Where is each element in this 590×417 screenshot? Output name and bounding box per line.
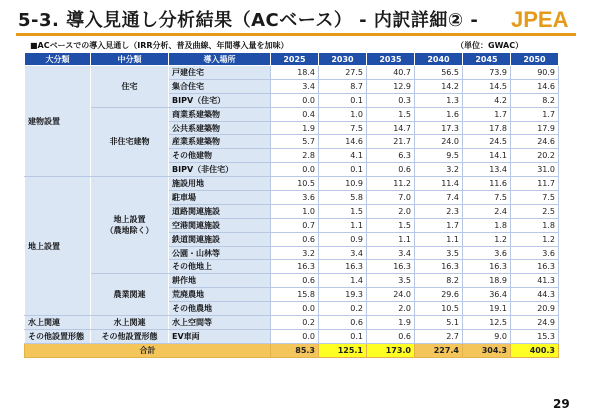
value-cell: 14.1 <box>463 149 511 163</box>
value-cell: 2.0 <box>367 302 415 316</box>
value-cell: 14.5 <box>463 79 511 93</box>
place-cell: 戸建住宅 <box>169 66 271 80</box>
total-value-cell: 227.4 <box>415 343 463 357</box>
total-value-cell: 173.0 <box>367 343 415 357</box>
value-cell: 15.3 <box>511 329 559 343</box>
value-cell: 18.9 <box>463 274 511 288</box>
value-cell: 13.4 <box>463 163 511 177</box>
value-cell: 5.7 <box>271 135 319 149</box>
total-label: 合計 <box>25 343 271 357</box>
value-cell: 7.5 <box>463 191 511 205</box>
value-cell: 1.8 <box>463 218 511 232</box>
value-cell: 5.8 <box>319 191 367 205</box>
place-cell: 産業系建築物 <box>169 135 271 149</box>
value-cell: 1.0 <box>271 204 319 218</box>
value-cell: 0.2 <box>271 316 319 330</box>
value-cell: 11.6 <box>463 177 511 191</box>
value-cell: 2.5 <box>511 204 559 218</box>
subcategory-cell: 水上関連 <box>91 316 169 330</box>
value-cell: 20.9 <box>511 302 559 316</box>
value-cell: 7.4 <box>415 191 463 205</box>
place-cell: 水上空間等 <box>169 316 271 330</box>
value-cell: 1.7 <box>415 218 463 232</box>
place-cell: 集合住宅 <box>169 79 271 93</box>
value-cell: 3.6 <box>463 246 511 260</box>
value-cell: 21.7 <box>367 135 415 149</box>
value-cell: 14.7 <box>367 121 415 135</box>
value-cell: 36.4 <box>463 288 511 302</box>
table-row <box>25 274 559 288</box>
value-cell: 7.5 <box>511 191 559 205</box>
value-cell: 3.6 <box>271 191 319 205</box>
col-header: 2045 <box>463 53 511 66</box>
place-cell: 空港関連施設 <box>169 218 271 232</box>
value-cell: 90.9 <box>511 66 559 80</box>
value-cell: 6.3 <box>367 149 415 163</box>
value-cell: 4.1 <box>319 149 367 163</box>
value-cell: 16.3 <box>415 260 463 274</box>
value-cell: 1.1 <box>319 218 367 232</box>
value-cell: 0.2 <box>319 302 367 316</box>
place-cell: BIPV（住宅） <box>169 93 271 107</box>
total-value-cell: 400.3 <box>511 343 559 357</box>
value-cell: 8.2 <box>415 274 463 288</box>
value-cell: 16.3 <box>319 260 367 274</box>
value-cell: 2.7 <box>415 329 463 343</box>
category-cell: 地上設置 <box>25 177 91 316</box>
value-cell: 1.7 <box>463 107 511 121</box>
col-header: 2040 <box>415 53 463 66</box>
value-cell: 0.3 <box>367 93 415 107</box>
value-cell: 10.9 <box>319 177 367 191</box>
value-cell: 2.3 <box>415 204 463 218</box>
subcategory-cell: 地上設置 （農地除く） <box>91 177 169 274</box>
value-cell: 1.6 <box>415 107 463 121</box>
value-cell: 3.6 <box>511 246 559 260</box>
col-header: 導入場所 <box>169 53 271 66</box>
total-value-cell: 125.1 <box>319 343 367 357</box>
table-row <box>25 316 559 330</box>
place-cell: 駐車場 <box>169 191 271 205</box>
place-cell: 鉄道関連施設 <box>169 232 271 246</box>
place-cell: 施設用地 <box>169 177 271 191</box>
value-cell: 24.0 <box>415 135 463 149</box>
value-cell: 2.4 <box>463 204 511 218</box>
value-cell: 1.7 <box>511 107 559 121</box>
place-cell: その他建物 <box>169 149 271 163</box>
value-cell: 0.1 <box>319 329 367 343</box>
value-cell: 3.4 <box>367 246 415 260</box>
value-cell: 3.5 <box>367 274 415 288</box>
header-rule <box>16 33 576 36</box>
value-cell: 24.5 <box>463 135 511 149</box>
value-cell: 0.4 <box>271 107 319 121</box>
value-cell: 24.0 <box>367 288 415 302</box>
category-cell: その他設置形態 <box>25 329 91 343</box>
value-cell: 0.6 <box>319 316 367 330</box>
value-cell: 24.6 <box>511 135 559 149</box>
value-cell: 18.4 <box>271 66 319 80</box>
col-header: 2025 <box>271 53 319 66</box>
value-cell: 1.9 <box>271 121 319 135</box>
category-cell: 建物設置 <box>25 66 91 177</box>
value-cell: 16.3 <box>463 260 511 274</box>
value-cell: 11.4 <box>415 177 463 191</box>
value-cell: 27.5 <box>319 66 367 80</box>
value-cell: 7.0 <box>367 191 415 205</box>
value-cell: 0.1 <box>319 163 367 177</box>
value-cell: 1.0 <box>319 107 367 121</box>
value-cell: 0.1 <box>319 93 367 107</box>
col-header: 中分類 <box>91 53 169 66</box>
value-cell: 17.8 <box>463 121 511 135</box>
value-cell: 3.4 <box>319 246 367 260</box>
value-cell: 1.2 <box>511 232 559 246</box>
value-cell: 0.0 <box>271 302 319 316</box>
place-cell: 商業系建築物 <box>169 107 271 121</box>
value-cell: 3.4 <box>271 79 319 93</box>
place-cell: その他地上 <box>169 260 271 274</box>
value-cell: 2.8 <box>271 149 319 163</box>
value-cell: 0.9 <box>319 232 367 246</box>
value-cell: 16.3 <box>271 260 319 274</box>
jpea-logo <box>511 5 574 32</box>
installation-table <box>24 52 559 358</box>
value-cell: 1.2 <box>463 232 511 246</box>
place-cell: EV車両 <box>169 329 271 343</box>
value-cell: 1.5 <box>367 218 415 232</box>
value-cell: 12.5 <box>463 316 511 330</box>
value-cell: 11.7 <box>511 177 559 191</box>
total-value-cell: 85.3 <box>271 343 319 357</box>
col-header: 2030 <box>319 53 367 66</box>
value-cell: 31.0 <box>511 163 559 177</box>
value-cell: 11.2 <box>367 177 415 191</box>
value-cell: 0.0 <box>271 93 319 107</box>
header-row <box>25 53 559 66</box>
value-cell: 1.1 <box>415 232 463 246</box>
value-cell: 1.5 <box>319 204 367 218</box>
table-row <box>25 66 559 80</box>
value-cell: 3.5 <box>415 246 463 260</box>
value-cell: 73.9 <box>463 66 511 80</box>
value-cell: 1.4 <box>319 274 367 288</box>
value-cell: 20.2 <box>511 149 559 163</box>
value-cell: 1.1 <box>367 232 415 246</box>
value-cell: 17.3 <box>415 121 463 135</box>
value-cell: 7.5 <box>319 121 367 135</box>
place-cell: 耕作地 <box>169 274 271 288</box>
total-value-cell: 304.3 <box>463 343 511 357</box>
subcategory-cell: 農業関連 <box>91 274 169 316</box>
value-cell: 0.0 <box>271 329 319 343</box>
page-number: 29 <box>553 397 570 411</box>
value-cell: 40.7 <box>367 66 415 80</box>
place-cell: 荒廃農地 <box>169 288 271 302</box>
subcategory-cell: 非住宅建物 <box>91 107 169 176</box>
col-header: 2050 <box>511 53 559 66</box>
value-cell: 41.3 <box>511 274 559 288</box>
value-cell: 10.5 <box>271 177 319 191</box>
value-cell: 0.6 <box>271 232 319 246</box>
col-header: 大分類 <box>25 53 91 66</box>
place-cell: 公園・山林等 <box>169 246 271 260</box>
value-cell: 10.5 <box>415 302 463 316</box>
svg-text:JPEA: JPEA <box>511 7 569 32</box>
value-cell: 1.8 <box>511 218 559 232</box>
value-cell: 17.9 <box>511 121 559 135</box>
value-cell: 0.6 <box>271 274 319 288</box>
value-cell: 56.5 <box>415 66 463 80</box>
value-cell: 9.5 <box>415 149 463 163</box>
place-cell: BIPV（非住宅） <box>169 163 271 177</box>
value-cell: 16.3 <box>511 260 559 274</box>
value-cell: 0.6 <box>367 163 415 177</box>
value-cell: 44.3 <box>511 288 559 302</box>
total-row <box>25 343 559 357</box>
value-cell: 4.2 <box>463 93 511 107</box>
value-cell: 19.3 <box>319 288 367 302</box>
value-cell: 0.0 <box>271 163 319 177</box>
place-cell: 道路関連施設 <box>169 204 271 218</box>
table-row <box>25 329 559 343</box>
value-cell: 15.8 <box>271 288 319 302</box>
table-row <box>25 177 559 191</box>
value-cell: 9.0 <box>463 329 511 343</box>
category-cell: 水上関連 <box>25 316 91 330</box>
value-cell: 1.3 <box>415 93 463 107</box>
value-cell: 0.7 <box>271 218 319 232</box>
value-cell: 8.7 <box>319 79 367 93</box>
value-cell: 29.6 <box>415 288 463 302</box>
value-cell: 8.2 <box>511 93 559 107</box>
value-cell: 19.1 <box>463 302 511 316</box>
value-cell: 3.2 <box>415 163 463 177</box>
table-row <box>25 107 559 121</box>
value-cell: 1.5 <box>367 107 415 121</box>
col-header: 2035 <box>367 53 415 66</box>
subcategory-cell: その他設置形態 <box>91 329 169 343</box>
page-title: 5-3. 導入見通し分析結果（ACベース） - 内訳詳細② - <box>18 10 479 31</box>
value-cell: 12.9 <box>367 79 415 93</box>
place-cell: 公共系建築物 <box>169 121 271 135</box>
value-cell: 14.6 <box>511 79 559 93</box>
value-cell: 5.1 <box>415 316 463 330</box>
place-cell: その他農地 <box>169 302 271 316</box>
value-cell: 1.9 <box>367 316 415 330</box>
value-cell: 14.6 <box>319 135 367 149</box>
value-cell: 16.3 <box>367 260 415 274</box>
table-note: ■ACベースでの導入見通し（IRR分析、普及曲線、年間導入量を加味） <box>30 41 289 50</box>
unit-label: （単位：GWAC） <box>456 41 524 50</box>
value-cell: 0.6 <box>367 329 415 343</box>
value-cell: 14.2 <box>415 79 463 93</box>
value-cell: 3.2 <box>271 246 319 260</box>
value-cell: 24.9 <box>511 316 559 330</box>
subcategory-cell: 住宅 <box>91 66 169 108</box>
value-cell: 2.0 <box>367 204 415 218</box>
